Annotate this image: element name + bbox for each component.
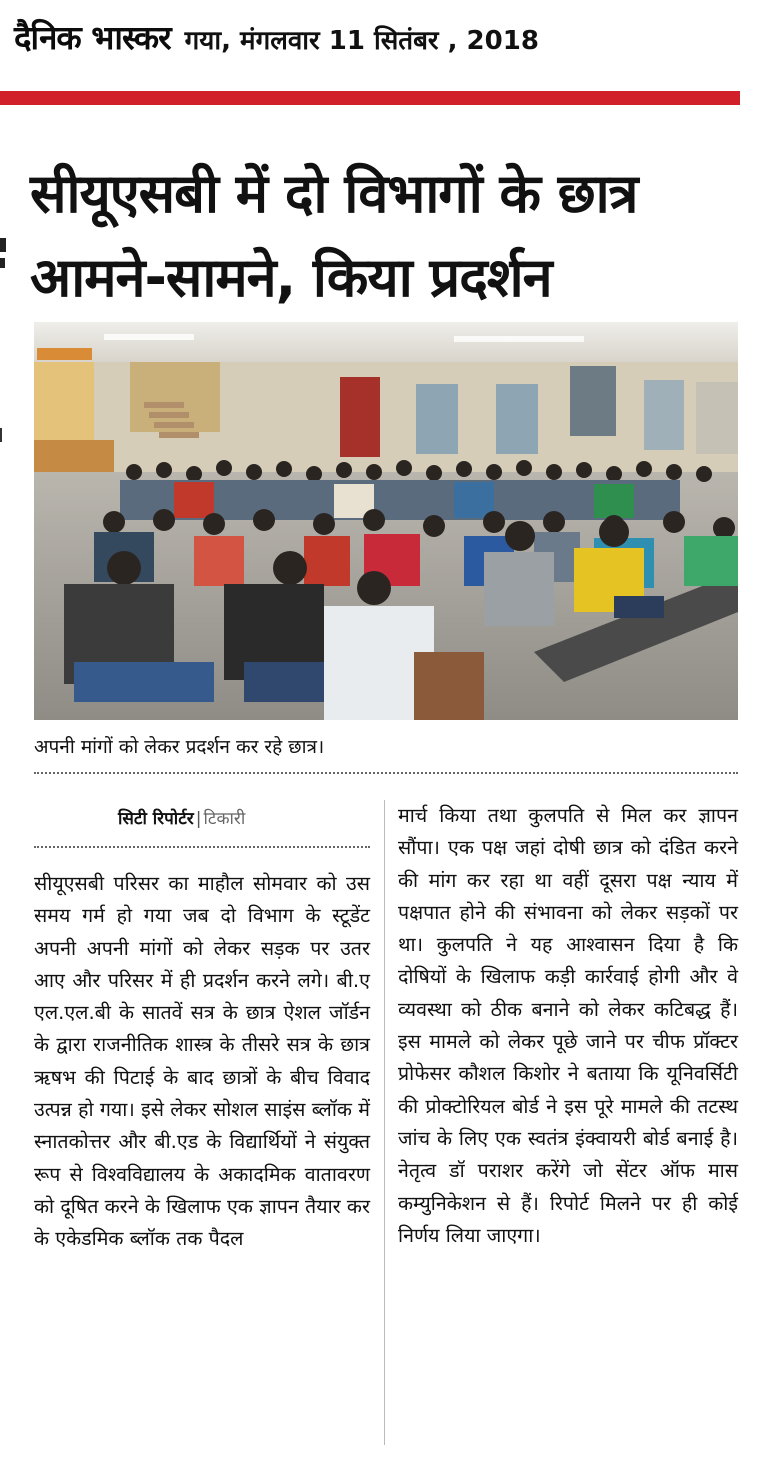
headline-line-2: आमने-सामने, किया प्रदर्शन xyxy=(30,246,552,309)
caption-divider xyxy=(34,772,738,774)
masthead xyxy=(14,14,744,64)
dateline: गया, मंगलवार 11 सितंबर , 2018 xyxy=(184,26,539,56)
newspaper-logo: दैनिक भास्कर xyxy=(14,18,171,57)
byline-separator: | xyxy=(195,809,202,829)
students-protest-photo xyxy=(34,322,738,720)
byline xyxy=(118,806,245,829)
article-headline xyxy=(30,152,750,320)
article-column-1 xyxy=(34,868,370,1256)
column-2-text: मार्च किया तथा कुलपति से मिल कर ज्ञापन सौंपा। एक पक्ष जहां दोषी छात्र को दंडित करने की मांग कर रहा था वहीं दूसरा पक्ष न्याय में पक्षपात होने की संभावना को लेकर सड़कों पर था। कुलपति ने यह आश्वासन दिया है कि दोषियों के खिलाफ कड़ी कार्रवाई होगी और वे व्यवस्था को ठीक बनाने को लेकर कटिबद्ध हैं। इस मामले को लेकर पूछे जाने पर चीफ प्रॉक्टर प्रोफेसर कौशल किशोर ने बताया कि यूनिवर्सिटी की प्रोक्टोरियल बोर्ड ने इस पूरे मामले की तटस्थ जांच के लिए एक स्वतंत्र इंक्वायरी बोर्ड बनाई है। नेतृत्व डॉ पराशर करेंगे जो सेंटर ऑफ मास कम्युनिकेशन से हैं। रिपोर्ट मिलने पर ही कोई निर्णय लिया जाएगा। xyxy=(398,804,738,1247)
adjacent-column-edge xyxy=(0,200,10,460)
byline-reporter: सिटी रिपोर्टर xyxy=(118,809,194,829)
column-1-text: सीयूएसबी परिसर का माहौल सोमवार को उस समय गर्म हो गया जब दो विभाग के स्टूडेंट अपनी अपनी मांगों को लेकर सड़क पर उतर आए और परिसर में ही प्रदर्शन करने लगे। बी.ए एल.एल.बी के सातवें सत्र के छात्र ऐशल जॉर्डन के द्वारा राजनीतिक शास्त्र के तीसरे सत्र के छात्र ऋषभ की पिटाई के बाद छात्रों के बीच विवाद उत्पन्न हो गया। इसे लेकर सोशल साइंस ब्लॉक में स्नातकोत्तर और बी.एड के विद्यार्थियों ने संयुक्त रूप से विश्वविद्यालय के अकादमिक वातावरण को दूषित करने के खिलाफ एक ज्ञापन तैयार कर के एकेडमिक ब्लॉक तक पैदल xyxy=(34,872,370,1251)
byline-place: टिकारी xyxy=(203,809,246,829)
byline-divider xyxy=(34,846,370,848)
article-column-2 xyxy=(398,800,738,1252)
photo-caption: अपनी मांगों को लेकर प्रदर्शन कर रहे छात्र। xyxy=(34,736,325,758)
news-photo xyxy=(34,322,738,720)
column-divider xyxy=(384,800,385,1445)
masthead-red-rule xyxy=(0,91,740,105)
headline-line-1: सीयूएसबी में दो विभागों के छात्र xyxy=(30,162,638,225)
